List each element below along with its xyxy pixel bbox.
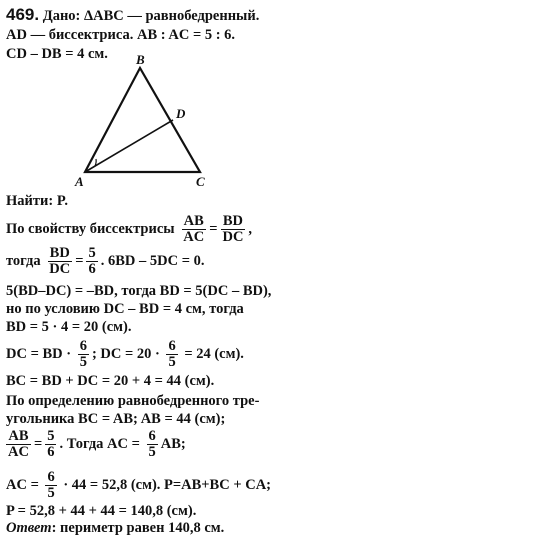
frac-num: BD <box>222 213 244 229</box>
frac-den: 6 <box>47 444 55 460</box>
frac-num: 6 <box>168 338 176 354</box>
frac-num: 6 <box>47 469 55 485</box>
frac-num: 6 <box>148 428 156 444</box>
l10-b: AB; <box>160 435 186 452</box>
angle-arc <box>95 159 96 166</box>
solution-line-1 <box>6 214 252 245</box>
solution-line-4: но по условию DC – BD = 4 см, тогда <box>6 301 244 317</box>
fraction-6-5-d <box>45 470 56 501</box>
solution-line-5: BD = 5 · 4 = 20 (см). <box>6 319 132 335</box>
fraction-ab-ac <box>181 214 206 245</box>
l6-c: = 24 (см). <box>184 345 244 362</box>
fraction-bd-dc-2 <box>47 246 72 277</box>
frac-den: 5 <box>148 444 156 460</box>
solution-line-8: По определению равнобедренного тре- <box>6 393 260 409</box>
l6-a: DC = BD · <box>6 345 72 362</box>
frac-num: 5 <box>88 245 96 261</box>
label-a: A <box>75 174 84 189</box>
problem-number: 469. <box>6 5 40 24</box>
frac-den: 5 <box>79 354 87 370</box>
l2-text: тогда <box>6 252 41 269</box>
l1-text: По свойству биссектрисы <box>6 220 175 237</box>
label-b: B <box>136 52 145 67</box>
l10-a: . Тогда AC = <box>59 435 140 452</box>
l11-a: AC = <box>6 476 39 493</box>
label-c: C <box>196 174 205 189</box>
answer-line <box>6 520 224 537</box>
given-text-1: Дано: ΔABC — равнобедренный. <box>42 8 260 24</box>
frac-den: 5 <box>168 354 176 370</box>
l11-b: · 44 = 52,8 (см). P=AB+BC + CA; <box>63 476 271 493</box>
fraction-6-5-c <box>147 429 158 460</box>
fraction-5-6-b <box>45 429 56 460</box>
given-line-3: CD – DB = 4 см. <box>6 46 108 62</box>
solution-line-9: угольника BC = AB; AB = 44 (см); <box>6 411 226 427</box>
frac-num: AB <box>183 213 204 229</box>
solution-line-7: BC = BD + DC = 20 + 4 = 44 (см). <box>6 373 215 389</box>
answer-text: : периметр равен 140,8 см. <box>51 520 225 536</box>
solution-line-6 <box>6 339 244 370</box>
frac-den: DC <box>49 261 71 277</box>
equals-sign: = <box>209 220 218 237</box>
find-line: Найти: P. <box>6 193 68 209</box>
frac-den: AC <box>8 444 29 460</box>
solution-line-10 <box>6 429 186 460</box>
equals-sign: = <box>75 252 84 269</box>
frac-den: AC <box>183 229 205 245</box>
l2-end: . 6BD – 5DC = 0. <box>100 252 205 269</box>
label-d: D <box>176 106 186 121</box>
fraction-6-5-a <box>78 339 89 370</box>
solution-line-11 <box>6 470 271 501</box>
frac-num: AB <box>8 428 29 444</box>
frac-num: 6 <box>79 338 87 354</box>
solution-line-2 <box>6 246 204 277</box>
fraction-bd-dc <box>220 214 245 245</box>
fraction-ab-ac-2 <box>6 429 31 460</box>
frac-den: 5 <box>47 485 55 501</box>
answer-label: Ответ <box>6 520 52 536</box>
fraction-6-5-b <box>166 339 177 370</box>
frac-den: DC <box>222 229 244 245</box>
l6-b: ; DC = 20 · <box>91 345 160 362</box>
frac-den: 6 <box>88 261 96 277</box>
frac-num: BD <box>49 245 70 261</box>
frac-num: 5 <box>47 428 55 444</box>
equals-sign: = <box>33 435 43 452</box>
fraction-5-6 <box>86 246 97 277</box>
solution-line-3: 5(BD–DC) = –BD, тогда BD = 5(DC – BD), <box>6 283 272 299</box>
solution-line-12: P = 52,8 + 44 + 44 = 140,8 (см). <box>6 503 197 519</box>
given-line-2: AD — биссектриса. AB : AC = 5 : 6. <box>6 27 236 43</box>
l1-end: , <box>248 220 253 237</box>
